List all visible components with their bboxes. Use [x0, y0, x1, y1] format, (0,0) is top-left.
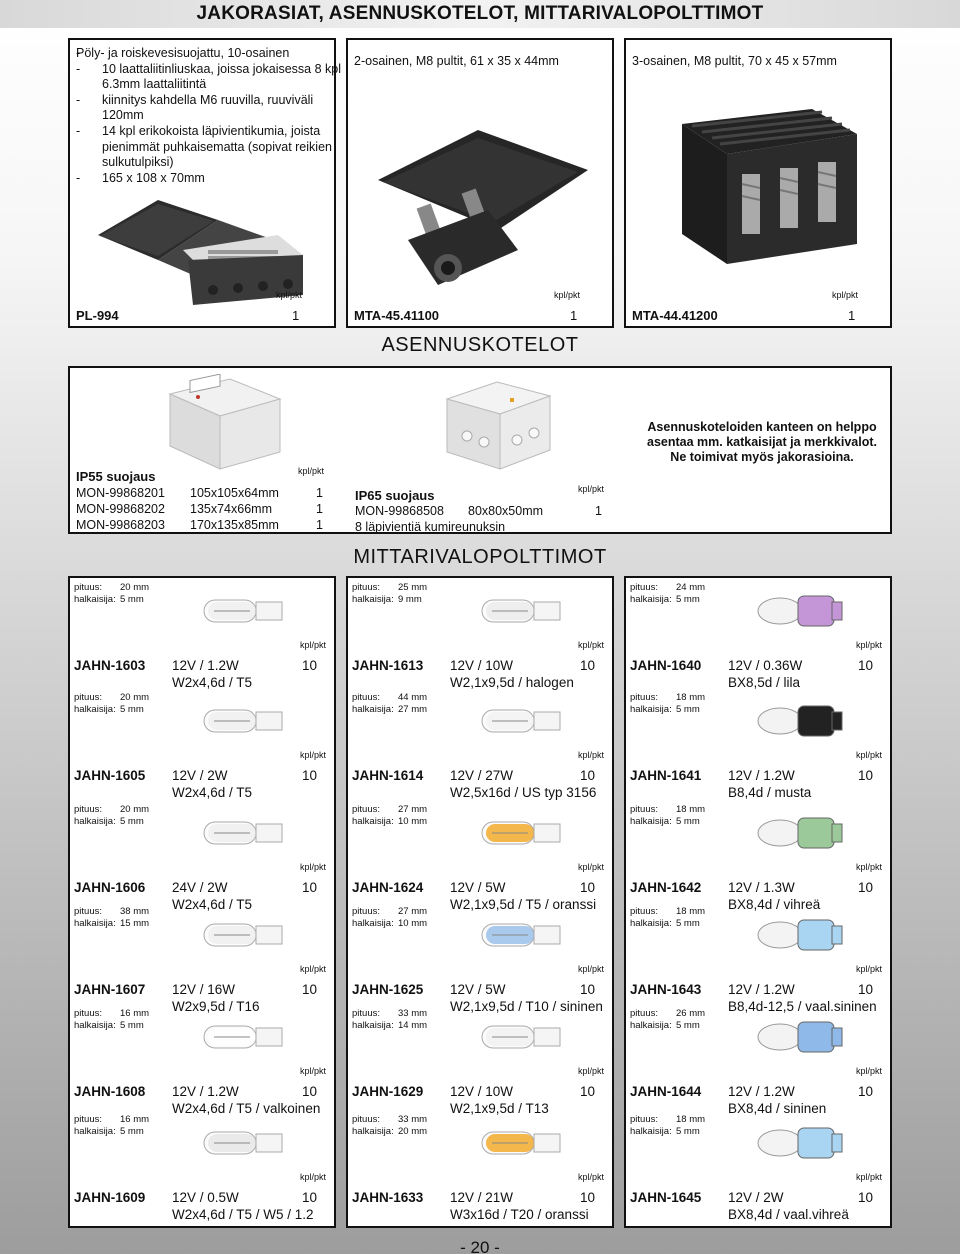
width-label: halkaisija: [630, 1126, 672, 1137]
bulb-image [740, 808, 870, 858]
width-value: 5 mm [120, 816, 144, 827]
pl994-unit: kpl/pkt [276, 290, 303, 300]
lamp-unit: kpl/pkt [578, 750, 605, 760]
width-value: 5 mm [120, 1126, 144, 1137]
lamp-unit: kpl/pkt [300, 1172, 327, 1182]
lamp-socket: B8,4d / musta [728, 785, 812, 800]
pl994-bullet: - 10 laattaliitinliuskaa, joissa jokaisessa 8 kpl 6.3mm laattaliitintä [76, 62, 346, 93]
lamp-unit: kpl/pkt [856, 750, 883, 760]
lamp-product-row [74, 1084, 330, 1118]
product-box-pl994 [68, 38, 342, 328]
length-label: pituus: [74, 804, 102, 815]
bulb-image [740, 1118, 870, 1168]
lamp-voltage-power: 24V / 2W [172, 880, 228, 895]
width-value: 5 mm [676, 1126, 700, 1137]
lamp-voltage-power: 12V / 1.2W [728, 982, 795, 997]
product-box-mta44 [624, 38, 892, 328]
lamp-socket: W2,1x9,5d / T10 / sininen [450, 999, 603, 1014]
width-value: 10 mm [398, 918, 428, 929]
mta45-code: MTA-45.41100 [354, 308, 440, 323]
lamp-socket: W2x4,6d / T5 [172, 897, 253, 912]
ip55-code: MON-99868202 [76, 502, 165, 516]
bulb-image [740, 910, 870, 960]
ip55-qty: 1 [316, 502, 323, 516]
ip65-heading: IP65 suojaus [355, 488, 435, 503]
length-label: pituus: [74, 582, 102, 593]
width-label: halkaisija: [352, 816, 394, 827]
ip55-heading: IP55 suojaus [76, 469, 156, 484]
lamp-voltage-power: 12V / 10W [450, 658, 514, 673]
lamp-product-row [630, 1084, 886, 1118]
width-label: halkaisija: [74, 1020, 116, 1031]
width-value: 5 mm [120, 1020, 144, 1031]
lamp-code: JAHN-1633 [352, 1190, 424, 1205]
length-value: 20 mm [120, 692, 150, 703]
lamp-qty: 10 [580, 1084, 596, 1099]
pl994-qty: 1 [292, 308, 300, 323]
junction-box-image [88, 190, 318, 320]
lamp-qty: 10 [858, 982, 874, 997]
length-value: 18 mm [676, 1114, 706, 1125]
lamp-product-row [352, 1190, 608, 1224]
lamp-voltage-power: 12V / 10W [450, 1084, 514, 1099]
lamp-qty: 10 [302, 1084, 318, 1099]
lamp-socket: W2x4,6d / T5 [172, 675, 253, 690]
lamp-socket: W2,1x9,5d / T5 / oranssi [450, 897, 597, 912]
lamp-voltage-power: 12V / 1.2W [728, 1084, 795, 1099]
ip55-code: MON-99868201 [76, 486, 165, 500]
mta44-caption: 3-osainen, M8 pultit, 70 x 45 x 57mm [632, 54, 837, 68]
lamp-unit: kpl/pkt [856, 1172, 883, 1182]
lamp-spec [352, 582, 428, 606]
ip55-qty: 1 [316, 518, 323, 532]
pl994-bullet: - 165 x 108 x 70mm [76, 171, 346, 187]
lamp-socket: BX8,5d / lila [728, 675, 801, 690]
ip55-qty: 1 [316, 486, 323, 500]
lamp-qty: 10 [858, 880, 874, 895]
width-label: halkaisija: [352, 594, 394, 605]
ip65-qty: 1 [595, 504, 602, 518]
width-value: 15 mm [120, 918, 150, 929]
width-value: 5 mm [676, 594, 700, 605]
lamp-product-row [74, 768, 330, 802]
lamp-unit: kpl/pkt [300, 964, 327, 974]
length-label: pituus: [630, 906, 658, 917]
width-label: halkaisija: [630, 594, 672, 605]
lamp-socket: W2x4,6d / T5 / W5 / 1.2 [172, 1207, 314, 1222]
lamp-spec [630, 1114, 706, 1138]
bulb-image [462, 1012, 592, 1062]
width-label: halkaisija: [74, 1126, 116, 1137]
mta44-qty: 1 [848, 308, 856, 323]
length-value: 38 mm [120, 906, 150, 917]
length-value: 25 mm [398, 582, 428, 593]
lamp-spec [74, 804, 150, 828]
lamp-spec [630, 804, 706, 828]
lamp-product-row [630, 768, 886, 802]
lamp-qty: 10 [580, 1190, 596, 1205]
product-box-mta45 [346, 38, 614, 328]
lamp-unit: kpl/pkt [856, 1066, 883, 1076]
length-value: 18 mm [676, 804, 706, 815]
lamp-voltage-power: 12V / 1.3W [728, 880, 795, 895]
lamp-spec [74, 1008, 150, 1032]
lamp-product-row [74, 1190, 330, 1224]
lamp-unit: kpl/pkt [856, 862, 883, 872]
lamp-qty: 10 [302, 768, 318, 783]
lamp-socket: BX8,4d / sininen [728, 1101, 827, 1116]
lamp-socket: W3x16d / T20 / oranssi [450, 1207, 589, 1222]
lamp-spec [630, 582, 706, 606]
bulb-image [462, 910, 592, 960]
bulb-image [462, 1118, 592, 1168]
length-label: pituus: [352, 582, 380, 593]
lamp-unit: kpl/pkt [578, 964, 605, 974]
lamp-code: JAHN-1641 [630, 768, 702, 783]
lamp-voltage-power: 12V / 5W [450, 880, 506, 895]
width-value: 14 mm [398, 1020, 428, 1031]
width-value: 5 mm [120, 704, 144, 715]
lamp-socket: BX8,4d / vaal.vihreä [728, 1207, 849, 1222]
bulb-image [184, 696, 314, 746]
lamp-unit: kpl/pkt [300, 750, 327, 760]
width-label: halkaisija: [352, 1126, 394, 1137]
bulb-image [740, 1012, 870, 1062]
lamp-unit: kpl/pkt [300, 862, 327, 872]
lamp-spec [630, 692, 706, 716]
lamp-voltage-power: 12V / 21W [450, 1190, 514, 1205]
lamp-code: JAHN-1614 [352, 768, 424, 783]
lamp-spec [352, 692, 428, 716]
lamp-unit: kpl/pkt [578, 640, 605, 650]
lamp-code: JAHN-1603 [74, 658, 146, 673]
bulb-image [462, 696, 592, 746]
lamp-code: JAHN-1644 [630, 1084, 702, 1099]
lamp-spec [352, 1008, 428, 1032]
lamp-spec [74, 582, 150, 606]
width-label: halkaisija: [74, 704, 116, 715]
pl994-intro: - Pöly- ja roiskevesisuojattu, 10-osainen [76, 46, 346, 62]
length-value: 24 mm [676, 582, 706, 593]
section-title-mittarivalo: MITTARIVALOPOLTTIMOT [353, 546, 607, 568]
lamp-qty: 10 [858, 658, 874, 673]
lamp-product-row [352, 768, 608, 802]
length-value: 16 mm [120, 1114, 150, 1125]
length-label: pituus: [630, 804, 658, 815]
bulb-image [184, 808, 314, 858]
width-label: halkaisija: [74, 816, 116, 827]
lamp-voltage-power: 12V / 1.2W [172, 1084, 239, 1099]
lamp-qty: 10 [580, 768, 596, 783]
lamp-voltage-power: 12V / 0.36W [728, 658, 803, 673]
lamp-voltage-power: 12V / 1.2W [728, 768, 795, 783]
lamp-qty: 10 [858, 768, 874, 783]
length-value: 27 mm [398, 804, 428, 815]
length-label: pituus: [352, 804, 380, 815]
width-value: 5 mm [676, 918, 700, 929]
lamp-spec [630, 906, 706, 930]
width-label: halkaisija: [352, 704, 394, 715]
mta45-qty: 1 [570, 308, 578, 323]
mta44-code: MTA-44.41200 [632, 308, 718, 323]
length-label: pituus: [352, 1008, 380, 1019]
ip65-size: 80x80x50mm [468, 504, 544, 518]
lamp-voltage-power: 12V / 1.2W [172, 658, 239, 673]
lamp-voltage-power: 12V / 0.5W [172, 1190, 239, 1205]
mta45-caption: 2-osainen, M8 pultit, 61 x 35 x 44mm [354, 54, 559, 68]
width-label: halkaisija: [630, 918, 672, 929]
width-value: 5 mm [120, 594, 144, 605]
length-label: pituus: [74, 1008, 102, 1019]
lamp-voltage-power: 12V / 5W [450, 982, 506, 997]
length-value: 33 mm [398, 1114, 428, 1125]
width-value: 9 mm [398, 594, 422, 605]
section-title-asennuskotelot: ASENNUSKOTELOT [381, 334, 579, 356]
lamp-qty: 10 [580, 880, 596, 895]
pl994-bullet: - 14 kpl erikokoista läpivientikumia, joista pienimmät puhkaisematta (sopivat reikien sulkutulpiksi) [76, 124, 346, 171]
bulb-image [184, 1118, 314, 1168]
lamp-qty: 10 [580, 982, 596, 997]
lamp-voltage-power: 12V / 2W [728, 1190, 784, 1205]
width-value: 5 mm [676, 1020, 700, 1031]
enclosure-box [68, 366, 892, 534]
ip55-size: 135x74x66mm [190, 502, 272, 516]
lamp-product-row [352, 1084, 608, 1118]
length-label: pituus: [74, 692, 102, 703]
length-label: pituus: [74, 1114, 102, 1125]
width-label: halkaisija: [74, 594, 116, 605]
width-label: halkaisija: [74, 918, 116, 929]
width-value: 20 mm [398, 1126, 428, 1137]
lamp-socket: W2x4,6d / T5 / valkoinen [172, 1101, 321, 1116]
lamp-socket: W2x9,5d / T16 [172, 999, 260, 1014]
lamp-product-row [630, 658, 886, 692]
length-label: pituus: [630, 692, 658, 703]
lamp-spec [74, 906, 150, 930]
ip55-unit: kpl/pkt [298, 466, 325, 476]
bulb-image [184, 586, 314, 636]
page-number: - 20 - [460, 1238, 500, 1254]
length-value: 33 mm [398, 1008, 428, 1019]
lamp-code: JAHN-1629 [352, 1084, 424, 1099]
lamp-code: JAHN-1624 [352, 880, 424, 895]
lamp-socket: W2,5x16d / US typ 3156 [450, 785, 597, 800]
length-value: 18 mm [676, 692, 706, 703]
width-value: 5 mm [676, 704, 700, 715]
pl994-description [76, 46, 346, 186]
lamp-unit: kpl/pkt [856, 964, 883, 974]
length-label: pituus: [352, 692, 380, 703]
bulb-image [184, 910, 314, 960]
length-value: 16 mm [120, 1008, 150, 1019]
length-value: 20 mm [120, 582, 150, 593]
width-value: 10 mm [398, 816, 428, 827]
length-label: pituus: [630, 1008, 658, 1019]
length-label: pituus: [630, 582, 658, 593]
connector-image [368, 120, 598, 300]
lamp-socket: W2,1x9,5d / halogen [450, 675, 574, 690]
pl994-bullet: - kiinnitys kahdella M6 ruuvilla, ruuviväli 120mm [76, 93, 346, 124]
bulb-image [740, 696, 870, 746]
bulb-image [184, 1012, 314, 1062]
bulb-image [462, 586, 592, 636]
length-label: pituus: [74, 906, 102, 917]
width-label: halkaisija: [630, 816, 672, 827]
lamp-code: JAHN-1640 [630, 658, 702, 673]
lamp-unit: kpl/pkt [856, 640, 883, 650]
lamp-spec [74, 1114, 150, 1138]
lamp-code: JAHN-1605 [74, 768, 146, 783]
lamp-spec [74, 692, 150, 716]
ip65-enclosure-image [432, 374, 562, 474]
width-label: halkaisija: [630, 704, 672, 715]
enclosure-promo-text: Asennuskoteloiden kanteen on helppo asentaa mm. katkaisijat ja merkkivalot. Ne toimivat myös jakorasioina. [647, 420, 877, 464]
lamp-product-row [74, 658, 330, 692]
length-value: 44 mm [398, 692, 428, 703]
lamp-product-row [630, 1190, 886, 1224]
length-label: pituus: [352, 1114, 380, 1125]
width-value: 5 mm [676, 816, 700, 827]
lamp-unit: kpl/pkt [578, 862, 605, 872]
lamp-qty: 10 [302, 880, 318, 895]
ip55-size: 105x105x64mm [190, 486, 279, 500]
length-value: 26 mm [676, 1008, 706, 1019]
lamp-socket: B8,4d-12,5 / vaal.sininen [728, 999, 877, 1014]
lamp-qty: 10 [302, 1190, 318, 1205]
length-value: 18 mm [676, 906, 706, 917]
lamp-qty: 10 [580, 658, 596, 673]
page-title: JAKORASIAT, ASENNUSKOTELOT, MITTARIVALOPOLTTIMOT [0, 0, 960, 28]
lamp-socket: W2x4,6d / T5 [172, 785, 253, 800]
lamp-unit: kpl/pkt [300, 1066, 327, 1076]
lamp-socket: W2,1x9,5d / T13 [450, 1101, 549, 1116]
lamp-voltage-power: 12V / 16W [172, 982, 236, 997]
lamp-code: JAHN-1608 [74, 1084, 146, 1099]
lamp-code: JAHN-1643 [630, 982, 702, 997]
lamp-code: JAHN-1613 [352, 658, 424, 673]
pl994-code: PL-994 [76, 308, 119, 323]
lamp-voltage-power: 12V / 27W [450, 768, 514, 783]
lamp-code: JAHN-1642 [630, 880, 702, 895]
mta44-unit: kpl/pkt [832, 290, 859, 300]
lamp-unit: kpl/pkt [300, 640, 327, 650]
length-label: pituus: [352, 906, 380, 917]
width-value: 27 mm [398, 704, 428, 715]
lamp-spec [352, 1114, 428, 1138]
lamp-code: JAHN-1609 [74, 1190, 146, 1205]
lamp-voltage-power: 12V / 2W [172, 768, 228, 783]
ip55-code: MON-99868203 [76, 518, 165, 532]
length-value: 20 mm [120, 804, 150, 815]
lamp-code: JAHN-1625 [352, 982, 424, 997]
ip55-enclosure-image [150, 374, 290, 474]
length-label: pituus: [630, 1114, 658, 1125]
lamp-qty: 10 [858, 1190, 874, 1205]
lamp-socket: BX8,4d / vihreä [728, 897, 821, 912]
width-label: halkaisija: [352, 918, 394, 929]
lamp-qty: 10 [302, 982, 318, 997]
ip55-size: 170x135x85mm [190, 518, 279, 532]
lamp-qty: 10 [858, 1084, 874, 1099]
ip65-note: 8 läpivientiä kumireunuksin [355, 520, 506, 534]
width-label: halkaisija: [352, 1020, 394, 1031]
bulb-image [740, 586, 870, 636]
lamp-qty: 10 [302, 658, 318, 673]
lamp-unit: kpl/pkt [578, 1172, 605, 1182]
width-label: halkaisija: [630, 1020, 672, 1031]
mta45-unit: kpl/pkt [554, 290, 581, 300]
lamp-spec [630, 1008, 706, 1032]
ip65-unit: kpl/pkt [578, 484, 605, 494]
ip65-code: MON-99868508 [355, 504, 444, 518]
lamp-unit: kpl/pkt [578, 1066, 605, 1076]
length-value: 27 mm [398, 906, 428, 917]
lamp-code: JAHN-1645 [630, 1190, 702, 1205]
bulb-image [462, 808, 592, 858]
lamp-code: JAHN-1607 [74, 982, 146, 997]
lamp-spec [352, 804, 428, 828]
terminal-block-image [662, 104, 862, 279]
lamp-spec [352, 906, 428, 930]
lamp-code: JAHN-1606 [74, 880, 146, 895]
lamp-product-row [352, 658, 608, 692]
